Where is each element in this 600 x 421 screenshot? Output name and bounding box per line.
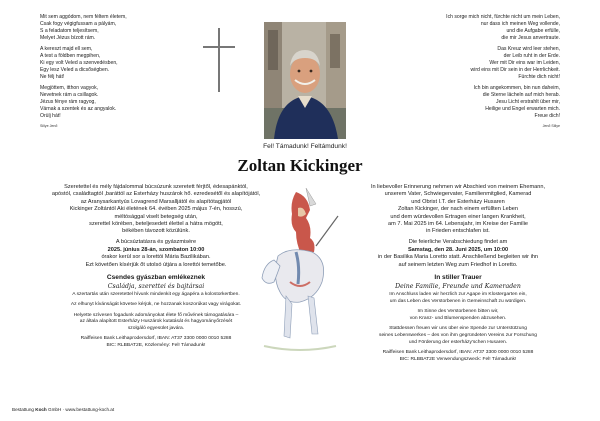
poem-stanza [395,46,560,81]
poem-stanza [395,85,560,120]
text-line: Stattdessen freuen wir uns über eine Spende zur Unterstützung [389,326,527,332]
text-line: Fürchte dich nicht! [518,74,560,80]
text-line: Jézus fénye rám ragyog, [40,99,96,105]
text-line: die mir Jesus anvertraute. [501,35,560,41]
text-line: nur dass ich meinen Weg vollende, [480,21,560,27]
note-paragraph [30,313,282,333]
text-line: Raiffeisen Bank Leithaprodersdorf, IBAN: AT37 3300 0000 0010 5288 [382,350,534,356]
text-line: Szeretettel és mély fájdalommal búcsúzunk szeretett férjtől, édesapánktól, [64,184,248,190]
text-line: Az elhunyt kívánságát követve kérjük, ne hozzanak koszorúkat vagy virágokat. [70,302,242,308]
text-line: auf seinem letzten Weg zum Friedhof in Loretto. [398,261,518,268]
text-line: die Sterne lächeln auf mich herab. [482,92,560,98]
text-line: BIC: RLBBAT2E, Közlemény: Fel! Támadunk! [106,343,206,349]
footer-prefix: Bestattung [12,407,34,412]
note-paragraph [324,309,592,323]
text-line: Egy lesz Veled a dicsőségben. [40,67,110,73]
footer-rest: GmbH · www.bestattung-koch.at [48,407,115,412]
note-paragraph [30,336,282,350]
portrait-photo [264,22,346,139]
text-line: und Obrist I.T. der Esterházy Husaren [411,198,505,205]
text-line: Ki egy volt Veled a szenvedésben, [40,60,118,66]
note-paragraph [324,350,592,364]
text-line: Helyette szívesen fogadunk adományokat élete fő művének támogatására – [73,312,239,318]
text-line: von Kranz- und Blumenspenden abzusehen. [409,315,507,321]
left-poem [40,14,200,129]
text-line: Orülj hát! [40,113,61,119]
text-line: Ich sorge mich nicht, fürchte nicht um mein Leben, [446,14,560,20]
notes-hu [30,292,282,350]
text-line: und die Aufgabe erfülle, [506,28,560,34]
notes-de [324,292,592,364]
poem-stanza [40,14,200,42]
text-line: A test a földben megpihen, [40,53,101,59]
text-line: békében távozott közülünk. [122,228,190,235]
service-intro: A búcsúztatásra és gyászmisére [115,239,197,246]
text-line: Várnak a szentek és az angyalok. [40,106,117,112]
poem-signature: Jenő Sillye [542,124,560,128]
text-line: szolgáló egyesület javára. [127,326,185,332]
text-line: in Frieden entschlafen ist. [426,228,490,235]
text-line: Kickinger Zoltántól Aki életének 64. évében 2025 május 7-én, hosszú, [69,206,243,213]
text-line: Raiffeisen Bank Leithaprodersdorf, IBAN: AT37 3300 0000 0010 5288 [80,336,232,342]
footer-brand: Koch [35,407,47,412]
text-line: seines Lebenswerkes – des von ihm gegründeten Vereins zur Forschung [379,332,537,338]
german-column [324,184,592,367]
announcement-de [324,184,592,236]
cross-bar [203,46,235,48]
note-paragraph [30,292,282,299]
deceased-name: Zoltan Kickinger [237,156,363,175]
text-line: Mit sem aggódom, nem féltem életem, [40,14,127,20]
text-line: Melyet Jézus bízott rám. [40,35,96,41]
text-line: Ich bin angekommen, bin nun daheim, [473,85,560,91]
text-line: um das Leben des Verstorbenen in Gemeinschaft zu würdigen. [389,298,527,304]
mourners: Deine Familie, Freunde und Kameraden [395,282,521,290]
text-line: BIC: RLBBAT2E Verwendungszweck: Fel! Támadunk! [399,356,517,362]
text-line: Wer mit Dir eins war im Leiden, [489,60,560,66]
poem-signature: Sillye Jenő [40,124,58,128]
service-intro: Die feierliche Verabschiedung findet am [408,239,508,246]
text-line: méltósággal viselt betegség után, [114,213,198,220]
poem-stanza [40,85,200,120]
text-line: Jesu Licht erstrahlt über mir, [496,99,560,105]
text-line: Csak fogy végigfussam a pályám, [40,21,117,27]
text-line: Im Sinne des Verstorbenen bitten wir, [417,309,499,315]
note-paragraph [324,326,592,346]
text-line: szeretteI körében, beteljesedett élettel a hátra mögött, [89,221,223,228]
hungarian-column [30,184,282,354]
text-line: órakor kerül sor a lorettói Mária Bazilikában. [101,254,211,261]
right-poem [395,14,560,129]
text-line: unserem Vater, Schwiegervater, Familienmitglied, Kamerad [384,191,532,198]
text-line: Ne félj hát! [40,74,65,80]
mourners-heading: Csendes gyászban emlékeznek [106,273,206,281]
text-line: Heilige und Engel erwarten mich. [485,106,560,112]
text-line: am 7. Mai 2025 im 64. Lebensjahr, im Kreise der Familie [388,221,528,228]
text-line: wird eins mit Dir sein in der Herrlichkeit. [470,67,560,73]
announcement-hu [30,184,282,236]
text-line: und dem würdevollen Ertragen einer langen Krankheit, [390,213,526,220]
text-line: der Leib ruht in der Erde. [503,53,560,59]
text-line: Freue dich! [534,113,560,119]
text-line: S a feladatom teljesítsem, [40,28,99,34]
cross-icon [218,28,220,92]
note-paragraph [30,302,282,309]
service-details [324,254,592,269]
text-line: A kereszt majd ell sem, [40,46,93,52]
service-date: Samstag, den 28. Juni 2025, um 10:00 [407,246,509,253]
motto: Fel! Támadunk! Feltámdunk! [263,143,347,150]
text-line: Megjöttem, itthon vagyok, [40,85,99,91]
text-line: A szertartás után szeretettel hívunk mindenkit egy ágapéra a kolostorkertben. [72,291,240,297]
text-line: az Aranysarkantyús Lovagrend Marsalljától és alapítótagjától [80,198,232,205]
service-date: 2025. június 28-án, szombaton 10:00 [107,246,205,253]
text-line: und Förderung der esterházy'schen Husaren. [408,339,508,345]
text-line: az általa alapított Esterházy Huszárok kutatását és hagyományőrzését [79,319,233,325]
text-line: Im Anschluss laden wir herzlich zur Agape im Klostergarten ein, [389,291,527,297]
mourners: Családja, szerettei és bajtársai [107,282,205,290]
text-line: in der Basilika Maria Loretto statt. Anschließend begleiten wir ihn [377,254,539,261]
text-line: apóstól, családtagtól ,baráttól az Esterházy huszárok hő. ezredesétől és alapítójától, [51,191,261,198]
poem-stanza [395,14,560,42]
text-line: Das Kreuz wird leer stehen, [497,46,560,52]
mourners-heading: In stiller Trauer [434,273,482,281]
poem-stanza [40,46,200,81]
text-line: Zoltan Kickinger, der nach einem erfüllten Leben [397,206,519,213]
footer [12,407,114,413]
service-details [30,254,282,269]
knight-illustration [250,186,350,361]
text-line: Ezt követően kísérjük őt utolsó útjára a lorettói temetőbe. [85,261,227,268]
note-paragraph [324,292,592,306]
text-line: Nevetnek rám a csillagok. [40,92,99,98]
text-line: In liebevoller Erinnerung nehmen wir Abschied von meinem Ehemann, [370,184,546,190]
